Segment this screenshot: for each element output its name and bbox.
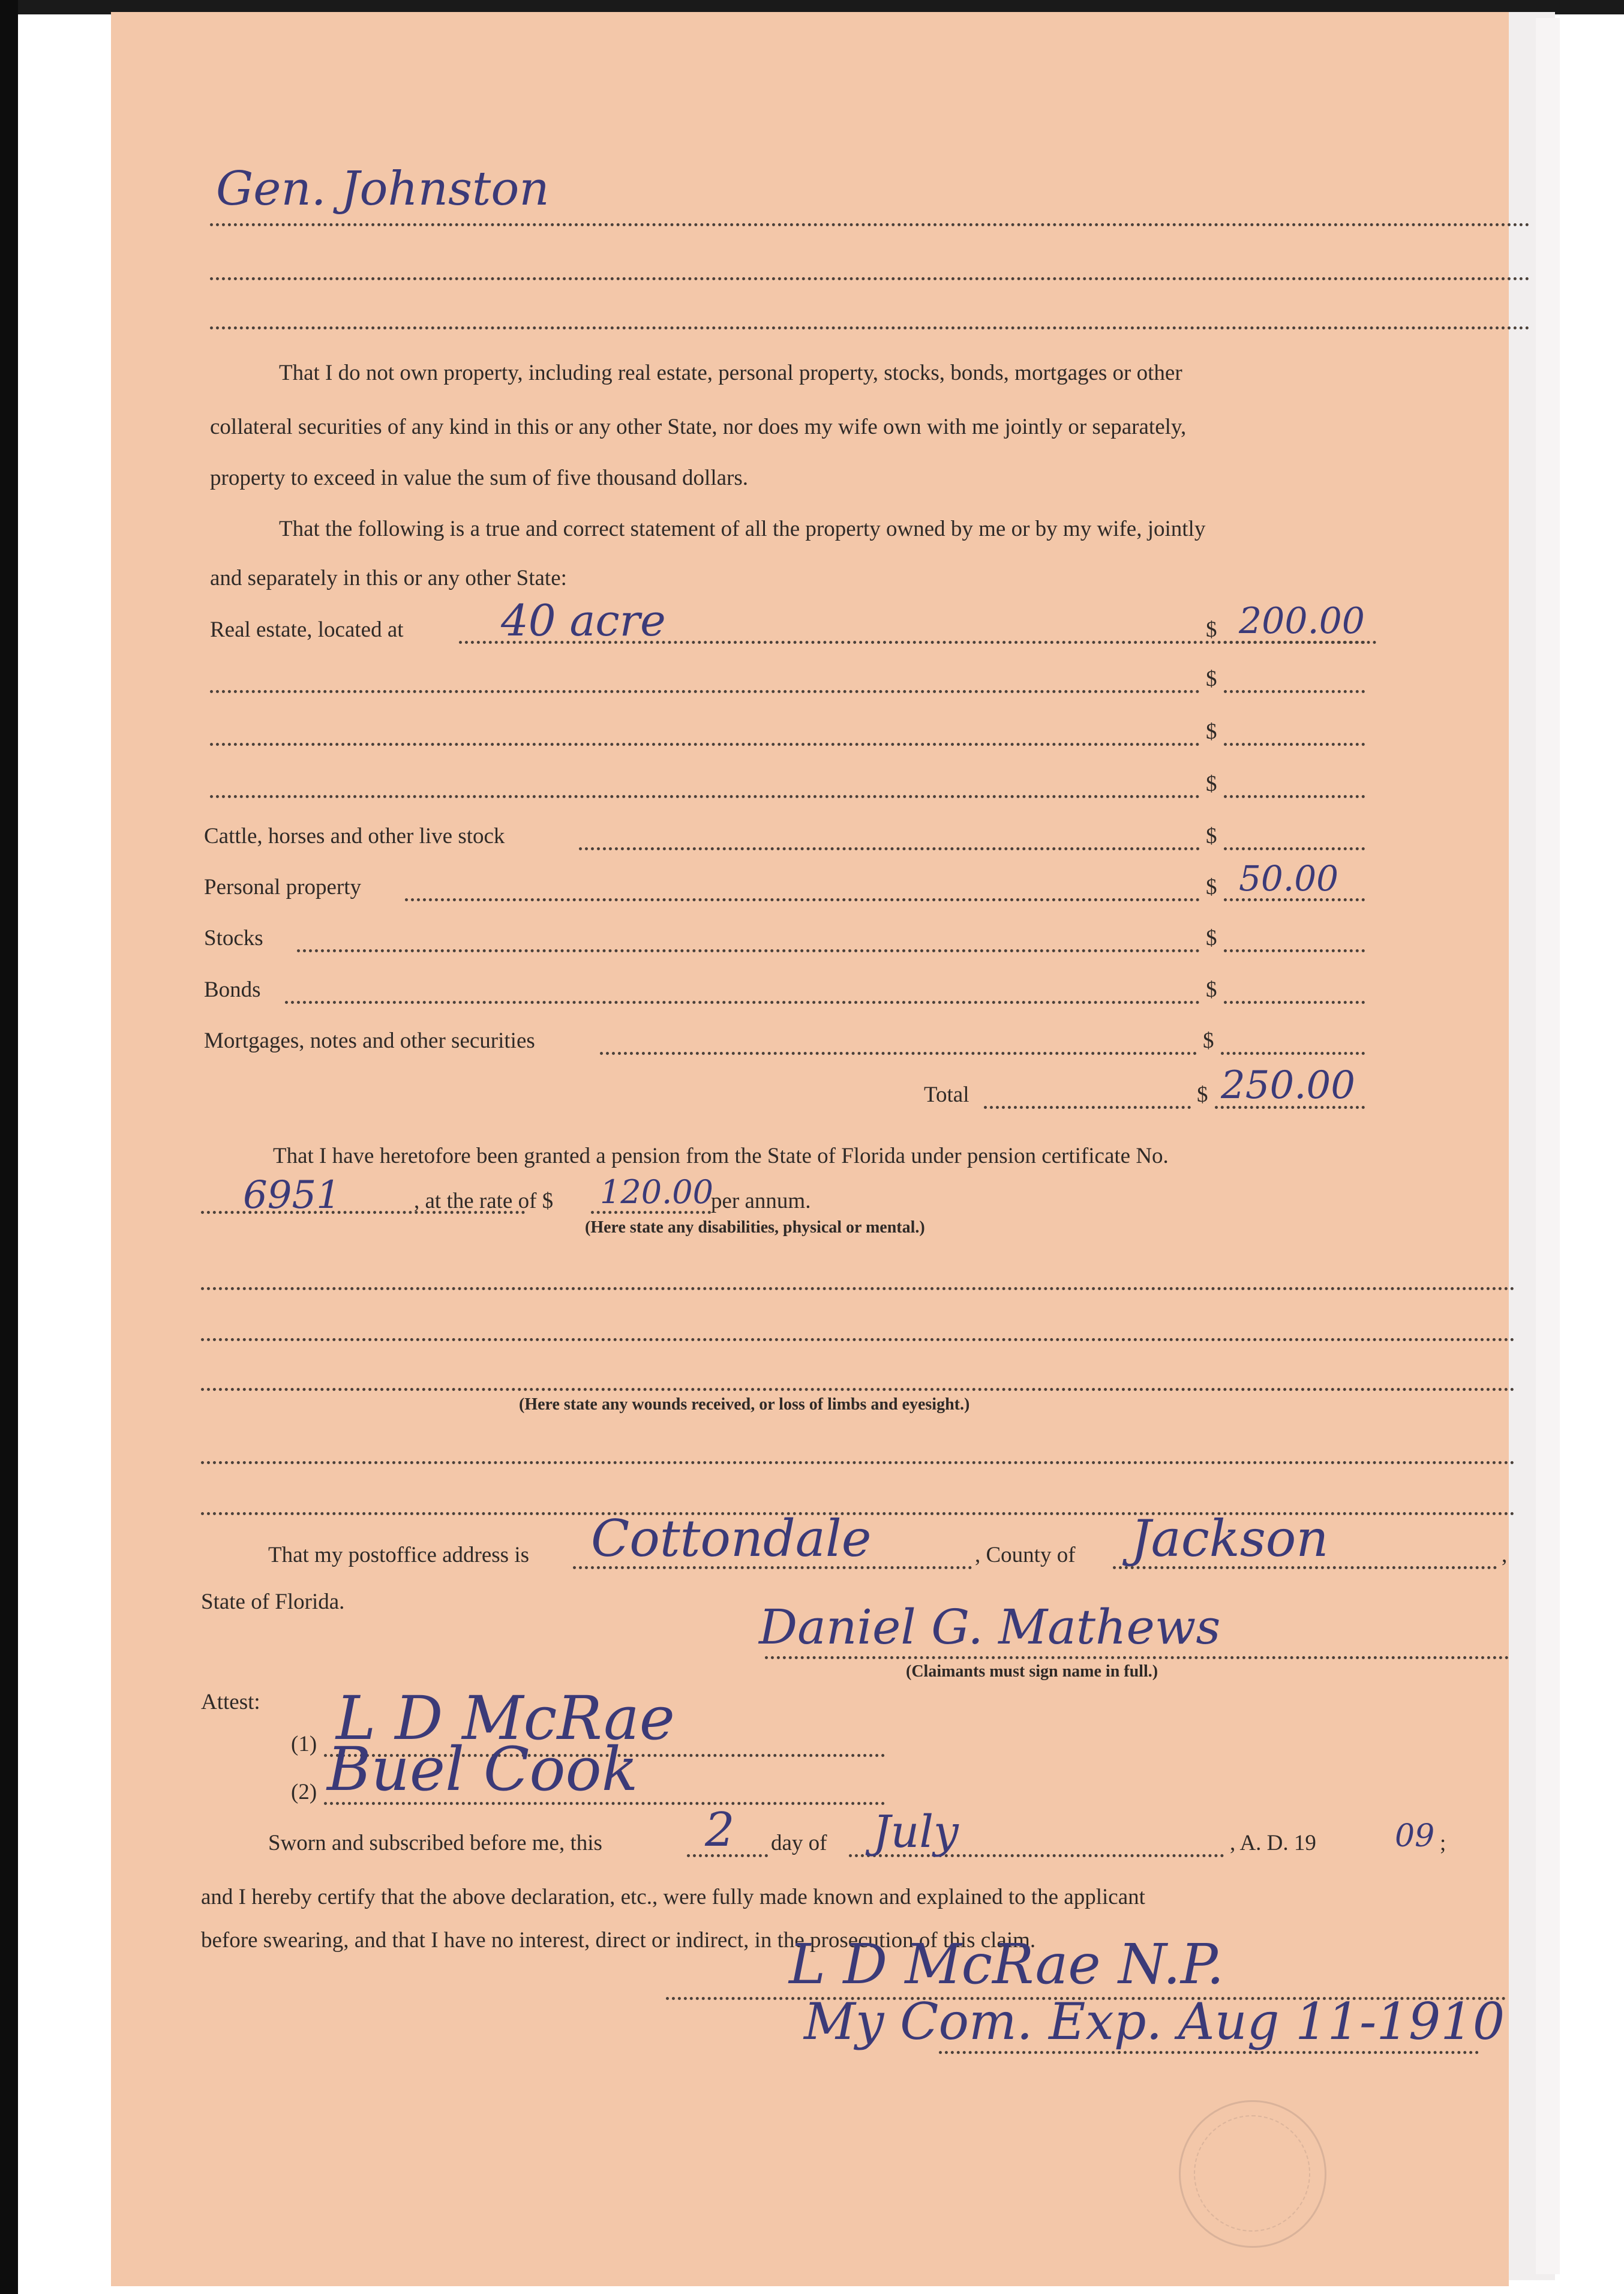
cattle-line — [579, 847, 1200, 850]
notary-commission: My Com. Exp. Aug 11-1910 — [804, 1992, 1505, 2051]
mortgages-line — [600, 1052, 1197, 1055]
real-estate-label: Real estate, located at — [210, 617, 404, 642]
bonds-line — [285, 1001, 1200, 1004]
para2-line2: and separately in this or any other State: — [210, 566, 567, 590]
disabilities-note: (Here state any disabilities, physical or mental.) — [585, 1218, 925, 1237]
para1-line1: That I do not own property, including real estate, personal property, stocks, bonds, mortgages or other — [279, 361, 1182, 385]
personal-property-dollar: $ — [1206, 875, 1217, 899]
header-name-handwritten: Gen. Johnston — [216, 162, 550, 216]
witness-1-signature: L D McRae — [336, 1683, 675, 1753]
stocks-amount-line — [1224, 949, 1365, 952]
total-dollar: $ — [1197, 1082, 1208, 1107]
property-blank-amount-1 — [1224, 690, 1365, 693]
property-blank-dollar-2: $ — [1206, 719, 1217, 744]
pension-per-annum: per annum. — [711, 1189, 811, 1213]
mortgages-label: Mortgages, notes and other securities — [204, 1028, 535, 1053]
bonds-amount-line — [1224, 1001, 1365, 1004]
disability-line-1 — [201, 1287, 1515, 1290]
witness-1-label: (1) — [291, 1732, 317, 1756]
notary-commission-line — [939, 2051, 1479, 2054]
total-line — [984, 1106, 1191, 1109]
sworn-year: 09 — [1395, 1818, 1435, 1854]
mortgages-dollar: $ — [1203, 1028, 1214, 1053]
stocks-line — [297, 949, 1200, 952]
claimant-note: (Claimants must sign name in full.) — [906, 1662, 1158, 1681]
disability-line-2 — [201, 1338, 1515, 1341]
cattle-amount-line — [1224, 847, 1365, 850]
sworn-semicolon: ; — [1440, 1831, 1446, 1855]
notary-signature: L D McRae N.P. — [789, 1932, 1224, 1996]
county-comma: , — [1502, 1543, 1508, 1567]
backing-sheet-edge — [1536, 18, 1560, 2274]
stocks-label: Stocks — [204, 926, 263, 950]
total-value: 250.00 — [1221, 1063, 1355, 1108]
total-label: Total — [924, 1082, 969, 1107]
cattle-dollar: $ — [1206, 824, 1217, 848]
personal-property-value: 50.00 — [1239, 858, 1339, 899]
para1-line3: property to exceed in value the sum of five thousand dollars. — [210, 466, 748, 490]
claimant-signature: Daniel G. Mathews — [759, 1599, 1221, 1655]
header-name-line — [210, 223, 1530, 226]
property-blank-line-3 — [210, 795, 1200, 798]
bonds-label: Bonds — [204, 977, 261, 1002]
witness-2-label: (2) — [291, 1780, 317, 1804]
pension-rate-line — [591, 1211, 711, 1214]
pension-rate-value: 120.00 — [600, 1173, 713, 1211]
property-blank-dollar-3: $ — [1206, 772, 1217, 796]
pension-form-page — [111, 12, 1509, 2286]
real-estate-value: 200.00 — [1239, 600, 1365, 642]
postoffice-value: Cottondale — [591, 1509, 872, 1568]
stocks-dollar: $ — [1206, 926, 1217, 950]
county-label: , County of — [975, 1543, 1076, 1567]
notary-seal-inner-ring — [1194, 2115, 1310, 2232]
blank-line-2 — [210, 326, 1530, 329]
disability-line-3 — [201, 1388, 1515, 1391]
property-blank-amount-3 — [1224, 795, 1365, 798]
attest-label: Attest: — [201, 1690, 260, 1714]
pension-line1: That I have heretofore been granted a pension from the State of Florida under pension certificate No. — [273, 1144, 1169, 1168]
real-estate-location: 40 acre — [501, 595, 666, 646]
wounds-line-1 — [201, 1461, 1515, 1464]
personal-property-label: Personal property — [204, 875, 362, 899]
wounds-note: (Here state any wounds received, or loss of limbs and eyesight.) — [519, 1395, 970, 1414]
cattle-label: Cattle, horses and other live stock — [204, 824, 505, 848]
personal-property-line — [405, 898, 1200, 901]
real-estate-dollar: $ — [1206, 617, 1217, 642]
witness-2-signature: Buel Cook — [327, 1734, 638, 1804]
pension-cert-number: 6951 — [243, 1173, 341, 1218]
county-value: Jackson — [1131, 1509, 1329, 1568]
bonds-dollar: $ — [1206, 977, 1217, 1002]
sworn-day-label: day of — [771, 1831, 827, 1855]
para2-line1: That the following is a true and correct statement of all the property owned by me or by my wife, jointly — [279, 517, 1206, 541]
sworn-line2: and I hereby certify that the above declaration, etc., were fully made known and explained to the applicant — [201, 1885, 1145, 1909]
sworn-ad-label: , A. D. 19 — [1230, 1831, 1316, 1855]
sworn-line3: before swearing, and that I have no interest, direct or indirect, in the prosecution of this claim. — [201, 1928, 1036, 1953]
property-blank-line-1 — [210, 690, 1200, 693]
sworn-month: July — [873, 1806, 959, 1858]
scan-left-edge — [0, 0, 18, 2294]
sworn-prefix: Sworn and subscribed before me, this — [268, 1831, 602, 1855]
state-line: State of Florida. — [201, 1590, 345, 1614]
claimant-signature-line — [765, 1656, 1509, 1659]
postoffice-label: That my postoffice address is — [268, 1543, 530, 1567]
property-blank-dollar-1: $ — [1206, 667, 1217, 691]
sworn-day: 2 — [705, 1803, 735, 1857]
pension-rate-text: , at the rate of $ — [414, 1189, 554, 1213]
mortgages-amount-line — [1221, 1052, 1365, 1055]
blank-line-1 — [210, 277, 1530, 280]
para1-line2: collateral securities of any kind in this or any other State, nor does my wife own with me jointly or separately, — [210, 415, 1187, 439]
property-blank-amount-2 — [1224, 743, 1365, 746]
property-blank-line-2 — [210, 743, 1200, 746]
